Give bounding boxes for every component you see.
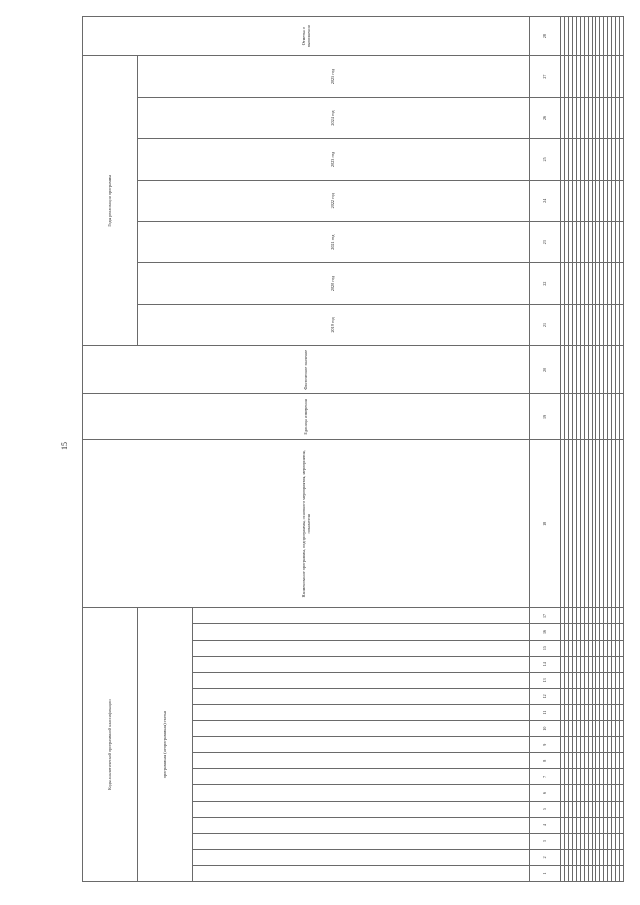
column-number: 27 bbox=[529, 56, 560, 97]
code-cell bbox=[619, 753, 623, 769]
column-number: 11 bbox=[529, 704, 560, 720]
table-body bbox=[561, 17, 624, 882]
year-value-cell bbox=[619, 263, 623, 304]
code-column-header bbox=[192, 785, 529, 801]
code-cell bbox=[619, 769, 623, 785]
code-cell bbox=[619, 624, 623, 640]
column-number: 18 bbox=[529, 440, 560, 608]
code-column-header bbox=[192, 849, 529, 865]
code-column-header bbox=[192, 753, 529, 769]
year-value-cell bbox=[619, 304, 623, 345]
status-cell bbox=[619, 17, 623, 56]
column-number: 26 bbox=[529, 97, 560, 138]
column-number: 2 bbox=[529, 849, 560, 865]
base-column-header: Фактическое значение bbox=[83, 346, 530, 394]
column-number: 19 bbox=[529, 394, 560, 440]
column-number: 3 bbox=[529, 833, 560, 849]
header-row-group bbox=[83, 17, 138, 882]
code-cell bbox=[619, 672, 623, 688]
code-cell bbox=[619, 737, 623, 753]
year-value-cell bbox=[619, 139, 623, 180]
column-number: 13 bbox=[529, 672, 560, 688]
code-column-header bbox=[192, 624, 529, 640]
year-header: 2024 год bbox=[137, 97, 529, 138]
code-column-header bbox=[192, 769, 529, 785]
column-number: 16 bbox=[529, 624, 560, 640]
year-value-cell bbox=[619, 97, 623, 138]
code-column-header bbox=[192, 640, 529, 656]
year-header: 2022 год bbox=[137, 180, 529, 221]
code-cell bbox=[619, 833, 623, 849]
code-cell bbox=[619, 785, 623, 801]
column-number: 25 bbox=[529, 139, 560, 180]
column-number: 8 bbox=[529, 753, 560, 769]
column-number: 28 bbox=[529, 17, 560, 56]
column-number: 1 bbox=[529, 865, 560, 881]
year-header: 2019 год bbox=[137, 304, 529, 345]
unit-cell bbox=[619, 394, 623, 440]
code-column-header bbox=[192, 721, 529, 737]
column-number: 15 bbox=[529, 640, 560, 656]
column-number: 20 bbox=[529, 346, 560, 394]
table-rotated-wrapper bbox=[82, 16, 624, 882]
column-number: 21 bbox=[529, 304, 560, 345]
code-column-header bbox=[192, 801, 529, 817]
name-column-header: Наименование программы, подпрограммы, основного мероприятия, мероприятия, показателя bbox=[83, 440, 530, 608]
code-cell bbox=[619, 608, 623, 624]
year-value-cell bbox=[619, 56, 623, 97]
code-cell bbox=[619, 865, 623, 881]
code-cell bbox=[619, 801, 623, 817]
code-column-header bbox=[192, 833, 529, 849]
code-cell bbox=[619, 688, 623, 704]
program-indicators-table bbox=[82, 16, 624, 882]
column-number: 7 bbox=[529, 769, 560, 785]
column-number: 10 bbox=[529, 721, 560, 737]
table-row bbox=[619, 17, 623, 882]
code-column-header bbox=[192, 688, 529, 704]
code-column-header bbox=[192, 817, 529, 833]
code-cell bbox=[619, 656, 623, 672]
column-number: 4 bbox=[529, 817, 560, 833]
code-cell bbox=[619, 721, 623, 737]
codes-group-header: Коды аналитической программной классификации bbox=[83, 608, 138, 882]
column-number-row bbox=[529, 17, 560, 882]
code-column-header bbox=[192, 704, 529, 720]
column-number: 9 bbox=[529, 737, 560, 753]
year-header: 2025 год bbox=[137, 56, 529, 97]
code-cell bbox=[619, 849, 623, 865]
code-column-header bbox=[192, 672, 529, 688]
year-header: 2021 год bbox=[137, 221, 529, 262]
page-number: 15 bbox=[60, 442, 69, 450]
base-value-cell bbox=[619, 346, 623, 394]
indicator-name-cell bbox=[619, 440, 623, 608]
year-value-cell bbox=[619, 221, 623, 262]
code-column-header bbox=[192, 608, 529, 624]
year-header: 2020 год bbox=[137, 263, 529, 304]
code-cell bbox=[619, 640, 623, 656]
column-number: 22 bbox=[529, 263, 560, 304]
year-header: 2023 год bbox=[137, 139, 529, 180]
code-column-header bbox=[192, 656, 529, 672]
column-number: 17 bbox=[529, 608, 560, 624]
last-column-header: Отметка о выполнении bbox=[83, 17, 530, 56]
column-number: 24 bbox=[529, 180, 560, 221]
unit-column-header: Единица измерения bbox=[83, 394, 530, 440]
period-group-header: Годы реализации программы bbox=[83, 56, 138, 346]
column-number: 12 bbox=[529, 688, 560, 704]
codes-subgroup-header: программная (непрограммная) статья bbox=[137, 608, 192, 882]
column-number: 6 bbox=[529, 785, 560, 801]
column-number: 5 bbox=[529, 801, 560, 817]
code-cell bbox=[619, 817, 623, 833]
code-cell bbox=[619, 704, 623, 720]
column-number: 14 bbox=[529, 656, 560, 672]
year-value-cell bbox=[619, 180, 623, 221]
column-number: 23 bbox=[529, 221, 560, 262]
code-column-header bbox=[192, 865, 529, 881]
code-column-header bbox=[192, 737, 529, 753]
